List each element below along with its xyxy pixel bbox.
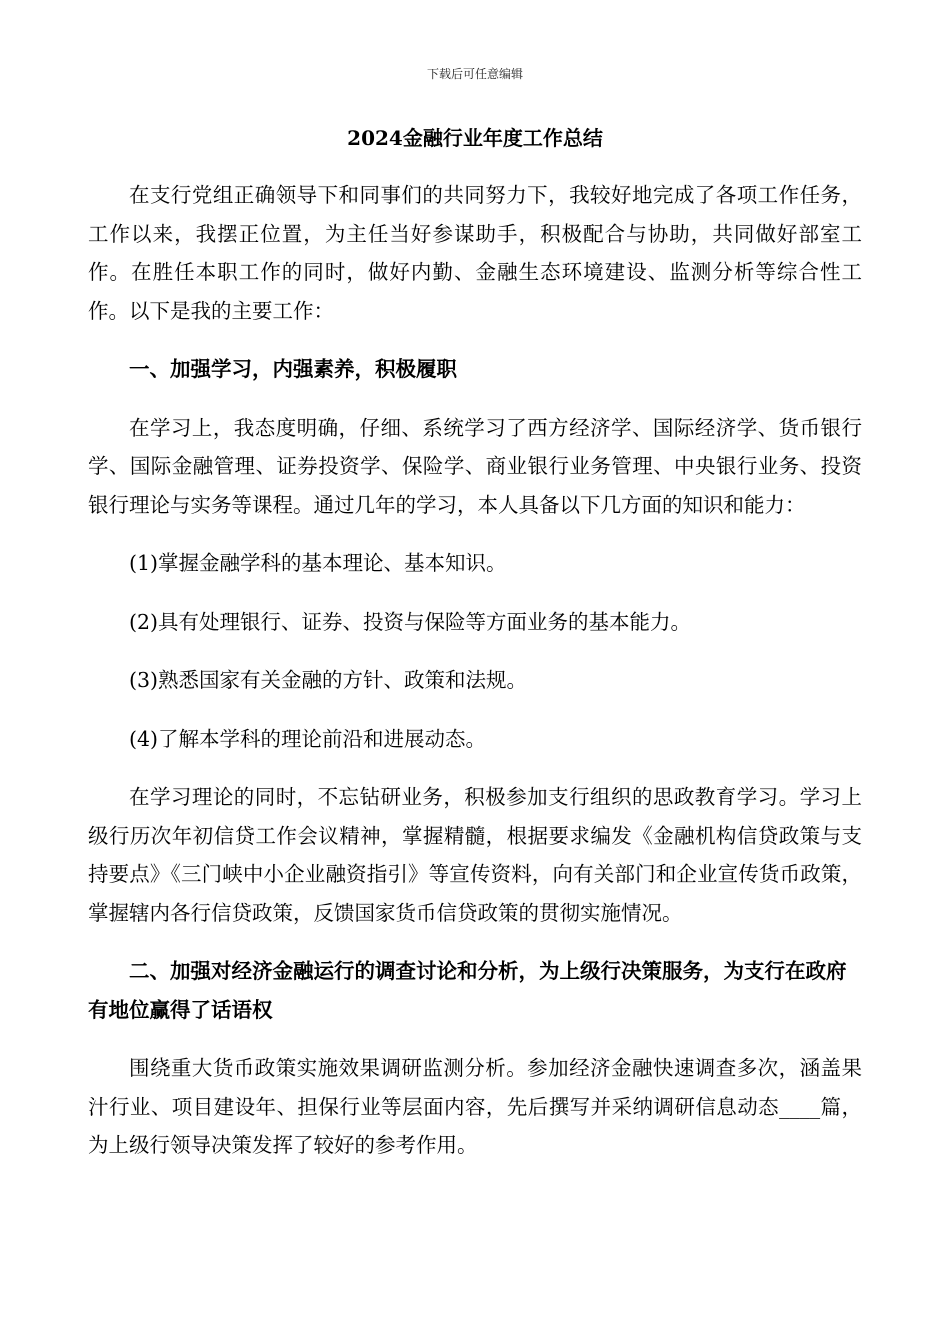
document-title: 2024金融行业年度工作总结 [347, 126, 603, 150]
section-2-paragraph: 围绕重大货币政策实施效果调研监测分析。参加经济金融快速调查多次，涵盖果汁行业、项目建设年、担保行业等层面内容，先后撰写并采纳调研信息动态____篇，为上级行领导决策发挥了较好的参考作用。 [88, 1056, 862, 1157]
section-1-heading: 一、加强学习，内强素养，积极履职 [129, 357, 457, 381]
section-1-paragraph: 在学习上，我态度明确，仔细、系统学习了西方经济学、国际经济学、货币银行学、国际金融管理、证券投资学、保险学、商业银行业务管理、中央银行业务、投资银行理论与实务等课程。通过几年的学习，本人具备以下几方面的知识和能力： [88, 415, 862, 517]
document-body [88, 176, 862, 1165]
list-item: (3)熟悉国家有关金融的方针、政策和法规。 [129, 668, 528, 692]
section-1-paragraph: 在学习理论的同时，不忘钻研业务，积极参加支行组织的思政教育学习。学习上级行历次年初信贷工作会议精神，掌握精髓，根据要求编发《金融机构信贷政策与支持要点》《三门峡中小企业融资指引》等宣传资料，向有关部门和企业宣传货币政策，掌握辖内各行信贷政策，反馈国家货币信贷政策的贯彻实施情况。 [88, 785, 862, 925]
intro-paragraph: 在支行党组正确领导下和同事们的共同努力下，我较好地完成了各项工作任务，工作以来，我摆正位置，为主任当好参谋助手，积极配合与协助，共同做好部室工作。在胜任本职工作的同时，做好内勤、金融生态环境建设、监测分析等综合性工作。以下是我的主要工作： [88, 183, 862, 323]
list-item: (2)具有处理银行、证券、投资与保险等方面业务的基本能力。 [129, 609, 692, 634]
header-note: 下载后可任意编辑 [426, 67, 523, 81]
section-2-heading: 二、加强对经济金融运行的调查讨论和分析，为上级行决策服务，为支行在政府有地位赢得了话语权 [88, 959, 847, 1022]
list-item: (4)了解本学科的理论前沿和进展动态。 [129, 726, 487, 751]
list-item: (1)掌握金融学科的基本理论、基本知识。 [129, 551, 507, 575]
